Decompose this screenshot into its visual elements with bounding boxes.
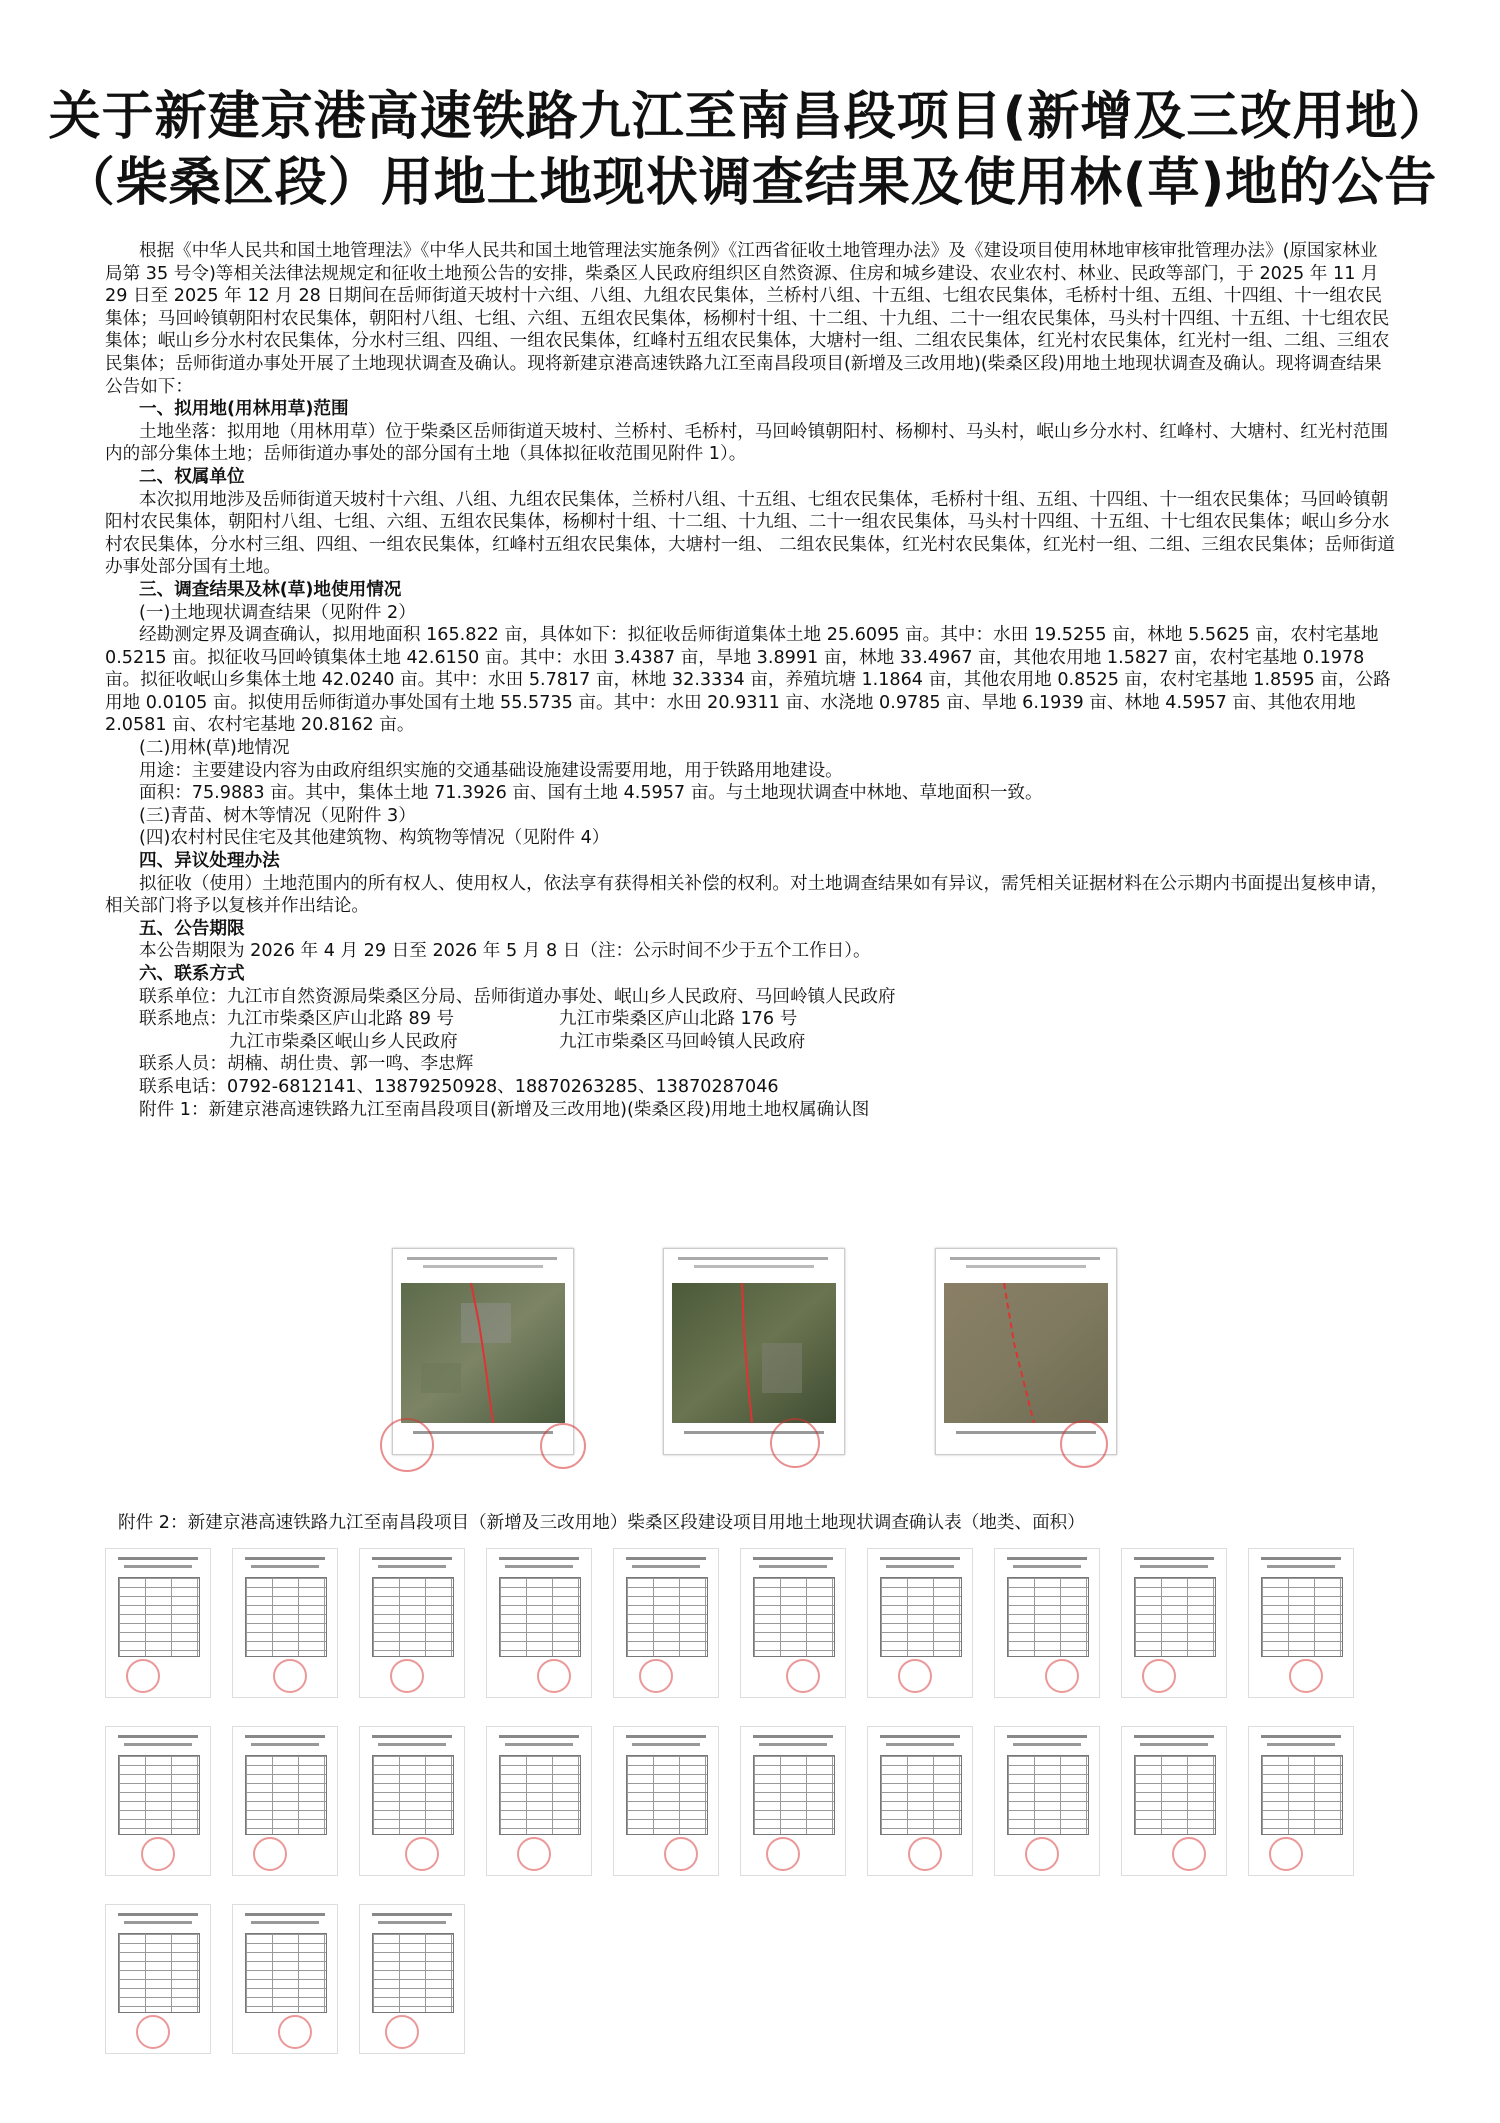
section-3-sub-2: (二)用林(草)地情况 <box>139 738 290 759</box>
contact-address-3: 九江市柴桑区岷山乡人民政府 <box>229 1031 458 1052</box>
attachment-1-figures <box>0 1248 1500 1488</box>
survey-table-thumbnail <box>105 1904 211 2054</box>
survey-table-thumbnail <box>105 1548 211 1698</box>
section-3-sub-4: (四)农村村民住宅及其他建筑物、构筑物等情况（见附件 4） <box>139 828 610 849</box>
attachment-2-table-thumbnails <box>105 1548 1395 2068</box>
forest-use-purpose: 用途：主要建设内容为由政府组织实施的交通基础设施建设需要用地，用于铁路用地建设。 <box>139 760 843 781</box>
contact-people: 联系人员：胡楠、胡仕贵、郭一鸣、李忠辉 <box>139 1054 474 1075</box>
section-3-sub-1-text: 经勘测定界及调查确认，拟用地面积 165.822 亩，具体如下：拟征收岳师街道集体土地 25.6095 亩。其中：水田 19.5255 亩，林地 5.5625 亩，农村宅基地 0.5215 亩。拟征收马回岭镇集体土地 42.6150 亩。其中：水田 3.4387 亩，旱地 3.8991 亩，林地 33.4967 亩，其他农用地 1.5827 亩，农村宅基地 0.1978 亩。拟征收岷山乡集体土地 42.0240 亩。其中：水田 5.7817 亩，林地 32.3334 亩，养殖坑塘 1.1864 亩，其他农用地 0.8525 亩，农村宅基地 1.8595 亩，公路用地 0.0105 亩。拟使用岳师街道办事处国有土地 55.5735 亩。其中：水田 20.9311 亩、水浇地 0.9785 亩、旱地 6.1939 亩、林地 4.5957 亩、其他农用地 2.0581 亩、农村宅基地 20.8162 亩。 <box>105 625 1391 736</box>
contact-address-2: 九江市柴桑区庐山北路 176 号 <box>559 1009 798 1030</box>
survey-table-thumbnail <box>740 1726 846 1876</box>
intro-paragraph: 根据《中华人民共和国土地管理法》《中华人民共和国土地管理法实施条例》《江西省征收土地管理办法》及《建设项目使用林地审核审批管理办法》(原国家林业局第 35 号令)等相关法律法规规定和征收土地预公告的安排，柴桑区人民政府组织区自然资源、住房和城乡建设、农业农村、林业、民政等部门，于 2025 年 11 月 29 日至 2025 年 12 月 28 日期间在岳师街道天坡村十六组、八组、九组农民集体，兰桥村八组、十五组、七组农民集体，毛桥村十组、五组、十四组、十一组农民集体；马回岭镇朝阳村农民集体，朝阳村八组、七组、六组、五组农民集体，杨柳村十组、十二组、十九组、二十一组农民集体，马头村十四组、十五组、十七组农民集体；岷山乡分水村农民集体，分水村三组、四组、一组农民集体，红峰村五组农民集体，大塘村一组、二组农民集体，红光村农民集体，红光村一组、二组、三组农民集体；岳师街道办事处开展了土地现状调查及确认。现将新建京港高速铁路九江至南昌段项目(新增及三改用地)(柴桑区段)用地土地现状调查及确认。现将调查结果公告如下： <box>105 241 1390 397</box>
section-1-heading: 一、拟用地(用林用草)范围 <box>139 399 349 420</box>
survey-table-thumbnail <box>994 1726 1100 1876</box>
contact-phone: 联系电话：0792-6812141、13879250928、18870263285、13870287046 <box>139 1076 779 1097</box>
survey-table-thumbnail <box>1248 1548 1354 1698</box>
section-1-text: 土地坐落：拟用地（用林用草）位于柴桑区岳师街道天坡村、兰桥村、毛桥村，马回岭镇朝阳村、杨柳村、马头村，岷山乡分水村、红峰村、大塘村、红光村范围内的部分集体土地；岳师街道办事处的部分国有土地（具体拟征收范围见附件 1）。 <box>105 421 1389 465</box>
survey-table-thumbnail <box>740 1548 846 1698</box>
contact-unit: 联系单位：九江市自然资源局柴桑区分局、岳师街道办事处、岷山乡人民政府、马回岭镇人民政府 <box>139 986 896 1007</box>
section-4-text: 拟征收（使用）土地范围内的所有权人、使用权人，依法享有获得相关补偿的权利。对土地调查结果如有异议，需凭相关证据材料在公示期内书面提出复核申请，相关部门将予以复核并作出结论。 <box>105 873 1389 917</box>
survey-table-thumbnail <box>359 1548 465 1698</box>
red-seal-stamp <box>1060 1420 1108 1468</box>
red-seal-stamp <box>770 1418 820 1468</box>
survey-table-thumbnail <box>613 1548 719 1698</box>
red-seal-stamp <box>380 1418 434 1472</box>
section-5-heading: 五、公告期限 <box>139 918 245 939</box>
survey-table-thumbnail <box>994 1548 1100 1698</box>
survey-table-thumbnail <box>867 1548 973 1698</box>
attachment-2-caption: 附件 2：新建京港高速铁路九江至南昌段项目（新增及三改用地）柴桑区段建设项目用地土地现状调查确认表（地类、面积） <box>118 1513 1085 1533</box>
satellite-map-image <box>401 1283 565 1423</box>
survey-table-thumbnail <box>1121 1726 1227 1876</box>
contact-address-row-1 <box>105 1008 1395 1031</box>
section-3-sub-3: (三)青苗、树木等情况（见附件 3） <box>139 805 416 826</box>
survey-table-thumbnail <box>613 1726 719 1876</box>
survey-table-thumbnail <box>232 1548 338 1698</box>
satellite-map-image <box>944 1283 1108 1423</box>
contact-address-row-2 <box>105 1031 1395 1054</box>
section-2-heading: 二、权属单位 <box>139 466 245 487</box>
notice-body <box>105 240 1395 1121</box>
ownership-map-2 <box>663 1248 845 1455</box>
survey-table-thumbnail <box>232 1904 338 2054</box>
survey-table-thumbnail <box>1248 1726 1354 1876</box>
red-seal-stamp <box>540 1423 586 1469</box>
contact-address-4: 九江市柴桑区马回岭镇人民政府 <box>559 1031 806 1052</box>
section-4-heading: 四、异议处理办法 <box>139 851 280 872</box>
survey-table-thumbnail <box>486 1726 592 1876</box>
notice-title-line-1: 关于新建京港高速铁路九江至南昌段项目(新增及三改用地） <box>48 87 1452 147</box>
survey-table-thumbnail <box>867 1726 973 1876</box>
notice-title-line-2: （柴桑区段）用地土地现状调查结果及使用林(草)地的公告 <box>62 153 1438 213</box>
satellite-map-image <box>672 1283 836 1423</box>
survey-table-thumbnail <box>105 1726 211 1876</box>
survey-table-thumbnail <box>359 1726 465 1876</box>
section-3-heading: 三、调查结果及林(草)地使用情况 <box>139 579 402 600</box>
section-6-heading: 六、联系方式 <box>139 964 245 984</box>
attachment-1-caption: 附件 1：新建京港高速铁路九江至南昌段项目(新增及三改用地)(柴桑区段)用地土地权属确认图 <box>139 1099 870 1120</box>
forest-use-area: 面积：75.9883 亩。其中，集体土地 71.3926 亩、国有土地 4.5957 亩。与土地现状调查中林地、草地面积一致。 <box>139 783 1043 804</box>
survey-table-thumbnail <box>486 1548 592 1698</box>
section-3-sub-1: (一)土地现状调查结果（见附件 2） <box>139 602 416 623</box>
survey-table-thumbnail <box>359 1904 465 2054</box>
section-2-text: 本次拟用地涉及岳师街道天坡村十六组、八组、九组农民集体，兰桥村八组、十五组、七组农民集体，毛桥村十组、五组、十四组、十一组农民集体；马回岭镇朝阳村农民集体，朝阳村八组、七组、六组、五组农民集体，杨柳村十组、十二组、十九组、二十一组农民集体，马头村十四组、十五组、十七组农民集体；岷山乡分水村农民集体，分水村三组、四组、一组农民集体，红峰村五组农民集体，大塘村一组、 二组农民集体，红光村农民集体，红光村一组、二组、三组农民集体；岳师街道办事处部分国有土地。 <box>105 489 1395 578</box>
survey-table-thumbnail <box>232 1726 338 1876</box>
survey-table-thumbnail <box>1121 1548 1227 1698</box>
contact-address-1: 联系地点：九江市柴桑区庐山北路 89 号 <box>139 1009 455 1030</box>
section-5-text: 本公告期限为 2026 年 4 月 29 日至 2026 年 5 月 8 日（注：公示时间不少于五个工作日）。 <box>139 941 871 962</box>
